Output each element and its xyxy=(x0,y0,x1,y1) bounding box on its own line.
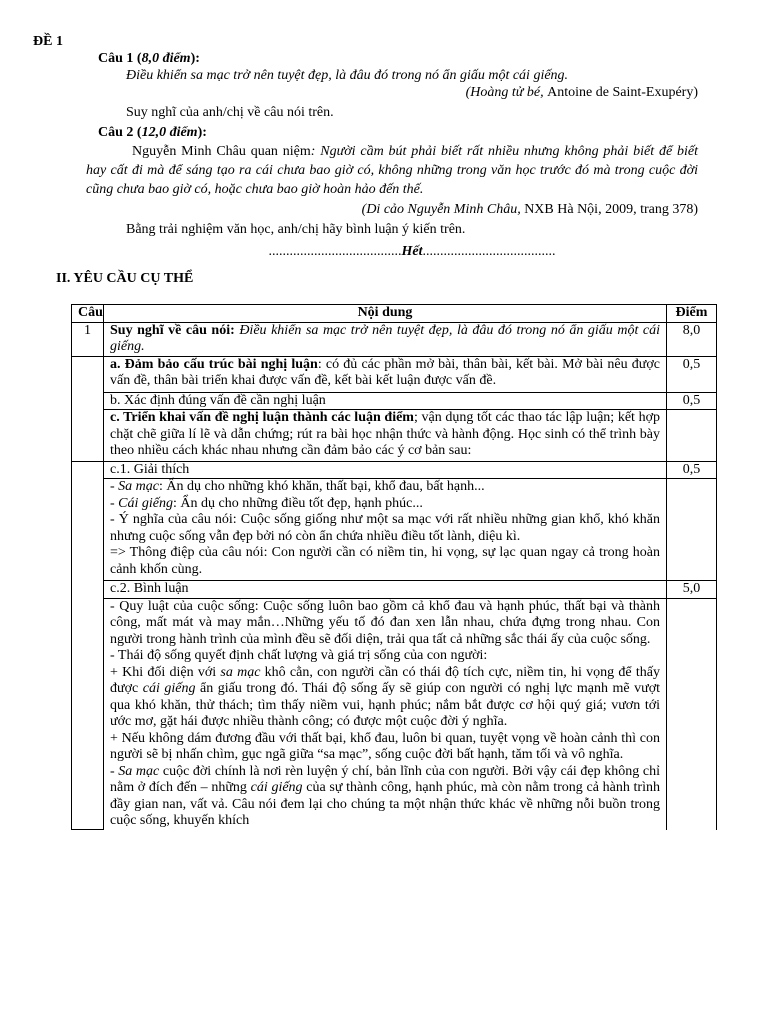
c2-para-1: - Quy luật của cuộc sống: Cuộc sống luôn bao gồm cả khổ đau và hạnh phúc, thất bại và thành công, mất mát và may mắn…Những yếu tố đó đan xen lẫn nhau, chứa đựng trong nhau. Con người trong hành trình của mình đều sẽ đối diện, trải qua tất cả những sắc thái ấy của cuộc sống. xyxy=(110,598,660,647)
table-row xyxy=(72,479,717,581)
row-c2-content xyxy=(104,598,667,830)
header-noi-dung: Nội dung xyxy=(104,305,667,323)
row-a-content: a. Đảm bảo cấu trúc bài nghị luận: có đủ các phần mở bài, thân bài, kết bài. Mở bài nêu được vấn đề, thân bài triển khai được vấn đề, kết bài kết luận được vấn đề. xyxy=(104,356,667,392)
c1-line-message: => Thông điệp của câu nói: Con người cần có niềm tin, hi vọng, sự lạc quan ngay cả trong hoàn cảnh khốn cùng. xyxy=(110,545,660,577)
question-1-task: Suy nghĩ của anh/chị về câu nói trên. xyxy=(126,105,334,120)
row-c1-title: c.1. Giải thích xyxy=(104,461,667,479)
table-row xyxy=(72,392,717,410)
row-c2-title: c.2. Bình luận xyxy=(104,581,667,599)
c2-para-5: - Sa mạc cuộc đời chính là nơi rèn luyện ý chí, bản lĩnh của con người. Bởi vậy cái đẹp không chỉ nằm ở đích đến – những cái giếng của sự thành công, hạnh phúc, mà còn nằm trong cả hành trình đầy gian nan, vất vả. Câu nói đem lại cho chúng ta một nhận thức khác về những nỗi buồn trong cuộc sống, khuyến khích xyxy=(110,763,660,828)
row1-content: Suy nghĩ về câu nói: Điều khiển sa mạc trở nên tuyệt đẹp, là đâu đó trong nó ẩn giấu một cái giếng. xyxy=(104,322,667,356)
header-diem: Điểm xyxy=(667,305,717,323)
c2-para-2: - Thái độ sống quyết định chất lượng và giá trị sống của con người: xyxy=(110,648,488,663)
question-1-quote: Điều khiển sa mạc trở nên tuyệt đẹp, là đâu đó trong nó ẩn giấu một cái giếng. xyxy=(126,68,569,83)
empty-score-cell xyxy=(667,598,717,830)
grading-table-continued xyxy=(71,461,717,831)
end-marker: ......................................Hết...................................... xyxy=(268,244,556,259)
section-title: II. YÊU CẦU CỤ THỂ xyxy=(56,271,194,286)
empty-score-cell xyxy=(667,410,717,462)
question-1-heading: Câu 1 (8,0 điểm): xyxy=(98,51,200,66)
header-cau: Câu xyxy=(72,305,104,323)
row-b-score: 0,5 xyxy=(667,392,717,410)
c1-line-meaning: - Ý nghĩa của câu nói: Cuộc sống giống như một sa mạc với rất nhiều những gian khổ, khó khăn nhưng cuộc sống vẫn đẹp bởi nó còn ẩn chứa nhiều điều tốt lành, diệu kì. xyxy=(110,512,660,544)
c1-line-sa-mac: - Sa mạc: Ẩn dụ cho những khó khăn, thất bại, khổ đau, bất hạnh... xyxy=(110,479,485,494)
table-row xyxy=(72,598,717,830)
cau-number: 1 xyxy=(72,322,104,356)
c2-para-3: + Khi đối diện với sa mạc khô cằn, con người cần có thái độ tích cực, niềm tin, hi vọng để thấy được cái giếng ẩn giấu trong đó. Thái độ sống ấy sẽ giúp con người có nghị lực mạnh mẽ vượt qua khó khăn, thử thách; tìm thấy niềm vui, hạnh phúc; nắm bắt được cơ hội quý giá; vươn tới ước mơ, gặt hái được nhiều thành công; có được một cuộc đời ý nghĩa. xyxy=(110,664,660,729)
grading-table xyxy=(71,304,717,462)
question-2-task: Bằng trải nghiệm văn học, anh/chị hãy bình luận ý kiến trên. xyxy=(126,222,466,237)
question-2-source: (Di cảo Nguyễn Minh Châu, NXB Hà Nội, 2009, trang 378) xyxy=(361,202,698,217)
question-1-source: (Hoàng tử bé, Antoine de Saint-Exupéry) xyxy=(465,85,698,100)
empty-score-cell xyxy=(667,479,717,581)
empty-cell xyxy=(72,461,104,830)
row-c1-score: 0,5 xyxy=(667,461,717,479)
question-2-heading: Câu 2 (12,0 điểm): xyxy=(98,125,207,140)
row-a-score: 0,5 xyxy=(667,356,717,392)
question-2-body: Nguyễn Minh Châu quan niệm: Người cầm bút phải biết rất nhiều nhưng không phải biết để biết hay cất đi mà để sáng tạo ra cái chưa bao giờ có, không những trong văn học trước đó mà trong cuộc đời cũng chưa bao giờ có, hoặc chưa bao giờ hoàn hảo đến thế. xyxy=(86,144,699,197)
c1-line-cai-gieng: - Cái giếng: Ẩn dụ cho những điều tốt đẹp, hạnh phúc... xyxy=(110,495,423,511)
table-row xyxy=(72,322,717,356)
question-2 xyxy=(86,124,698,260)
row-c1-content xyxy=(104,479,667,581)
exam-code: ĐỀ 1 xyxy=(33,34,63,49)
row-c2-score: 5,0 xyxy=(667,581,717,599)
row-b-content: b. Xác định đúng vấn đề cần nghị luận xyxy=(104,392,667,410)
table-row xyxy=(72,581,717,599)
table-row xyxy=(72,461,717,479)
c2-para-4: + Nếu không dám đương đầu với thất bại, khổ đau, luôn bi quan, tuyệt vọng về hoàn cảnh thì con người sẽ bị nhấn chìm, gục ngã giữa “sa mạc”, sống cuộc đời bất hạnh, tăm tối và vô nghĩa. xyxy=(110,730,660,762)
table-header-row xyxy=(72,305,717,323)
empty-cell xyxy=(72,356,104,461)
row1-score: 8,0 xyxy=(667,322,717,356)
row-c-content: c. Triển khai vấn đề nghị luận thành các luận điểm; vận dụng tốt các thao tác lập luận; kết hợp chặt chẽ giữa lí lẽ và dẫn chứng; rút ra bài học nhận thức và hành động. Học sinh có thể trình bày theo nhiều cách khác nhau nhưng cần đảm bảo các ý cơ bản sau: xyxy=(104,410,667,462)
table-row xyxy=(72,410,717,462)
question-1 xyxy=(86,50,698,121)
table-row xyxy=(72,356,717,392)
